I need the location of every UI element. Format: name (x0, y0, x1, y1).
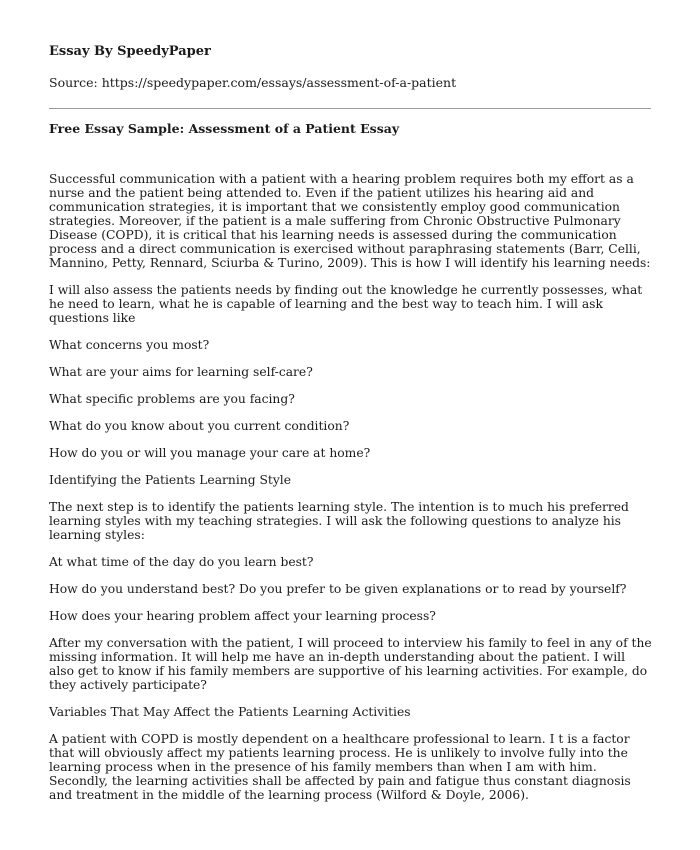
paragraph: A patient with COPD is mostly dependent on a healthcare professional to learn. I t is a factor that will obviously affect my patients learning process. He is unlikely to involve fully into the learning process when in the presence of his family members than when I am with him. Secondly, the learning activities shall be affected by pain and fatigue thus constant diagnosis and treatment in the middle of the learning process (Wilford & Doyle, 2006). (49, 732, 631, 802)
essay-title: Free Essay Sample: Assessment of a Patient Essay (49, 121, 400, 136)
paragraph: Successful communication with a patient with a hearing problem requires both my effort as a nurse and the patient being attended to. Even if the patient utilizes his hearing aid and communication strategies, it is important that we consistently employ good communication strategies. Moreover, if the patient is a male suffering from Chronic Obstructive Pulmonary Disease (COPD), it is critical that his learning needs is assessed during the communication process and a direct communication is exercised without paraphrasing statements (Barr, Celli, Mannino, Petty, Rennard, Sciurba & Turino, 2009). This is how I will identify his learning needs: (49, 172, 651, 270)
paragraph: After my conversation with the patient, I will proceed to interview his family to feel in any of the missing information. It will help me have an in-depth understanding about the patient. I will also get to know if his family members are supportive of his learning activities. For example, do they actively participate? (49, 636, 652, 692)
question-item: How do you understand best? Do you prefer to be given explanations or to read by yourself? (49, 582, 627, 596)
question-item: At what time of the day do you learn best? (49, 555, 314, 569)
essay-body (49, 172, 653, 815)
question-item: What concerns you most? (49, 338, 210, 352)
document-source-line: Source: https://speedypaper.com/essays/assessment-of-a-patient (49, 75, 457, 90)
question-item: What do you know about you current condition? (49, 419, 350, 433)
paragraph: I will also assess the patients needs by finding out the knowledge he currently possesses, what he need to learn, what he is capable of learning and the best way to teach him. I will ask questions like (49, 283, 643, 325)
paragraph: The next step is to identify the patients learning style. The intention is to much his preferred learning styles with my teaching strategies. I will ask the following questions to analyze his learning styles: (49, 500, 629, 542)
question-item: What are your aims for learning self-care? (49, 365, 313, 379)
question-item: How do you or will you manage your care at home? (49, 446, 371, 460)
section-heading: Identifying the Patients Learning Style (49, 473, 291, 487)
question-item: What specific problems are you facing? (49, 392, 295, 406)
header-divider (49, 108, 651, 109)
question-item: How does your hearing problem affect your learning process? (49, 609, 436, 623)
document-header-title: Essay By SpeedyPaper (49, 44, 211, 59)
section-heading: Variables That May Affect the Patients Learning Activities (49, 705, 411, 719)
